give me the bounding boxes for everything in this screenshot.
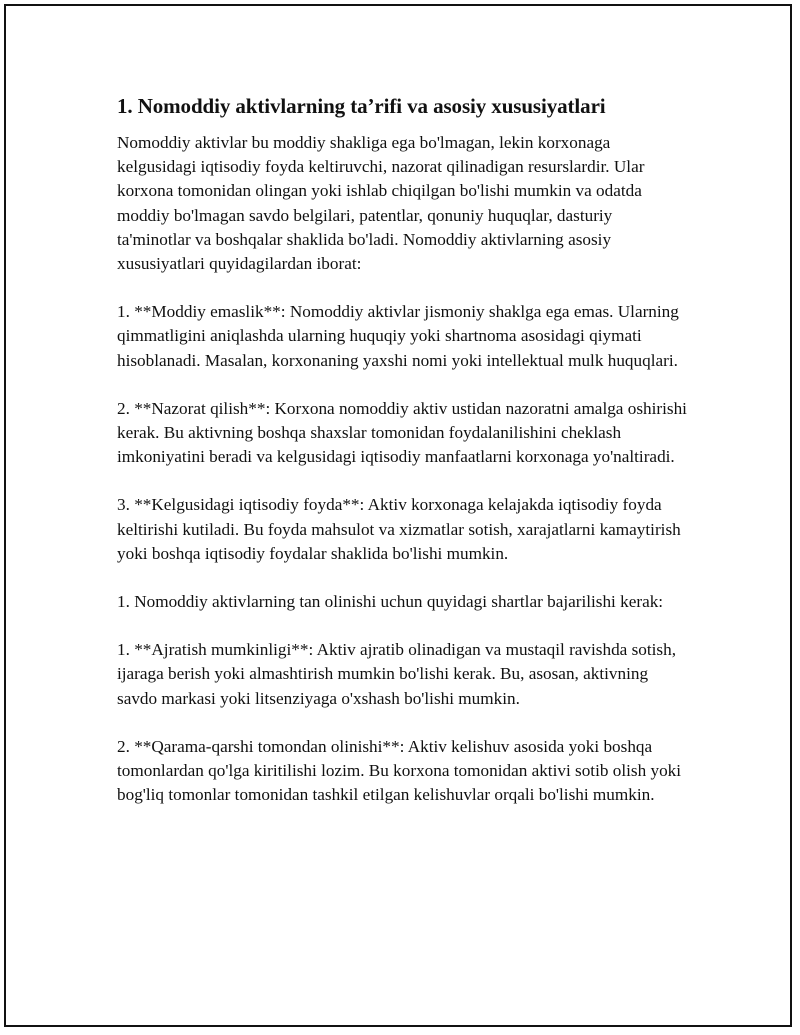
intro-paragraph: Nomoddiy aktivlar bu moddiy shakliga ega bo'lmagan, lekin korxonaga kelgusidagi iqtisodiy foyda keltiruvchi, nazorat qilinadigan resurslardir. Ular korxona tomonidan olingan yoki ishlab chiqilgan bo'lishi mumkin va odatda moddiy bo'lmagan savdo belgilari, patentlar, qonuniy huquqlar, dasturiy ta'minotlar va boshqalar shaklida bo'ladi. Nomoddiy aktivlarning asosiy xususiyatlari quyidagilardan iborat: xyxy=(117,133,645,274)
paragraph-qarama-qarshi: 2. **Qarama-qarshi tomondan olinishi**: Aktiv kelishuv asosida yoki boshqa tomonlardan qo'lga kiritilishi lozim. Bu korxona tomonidan aktivi sotib olish yoki bog'liq tomonlar tomonidan tashkil etilgan kelishuvlar orqali bo'lishi mumkin. xyxy=(117,736,682,805)
paragraph-tan-olinishi: 1. Nomoddiy aktivlarning tan olinishi uchun quyidagi shartlar bajarilishi kerak: xyxy=(117,592,664,612)
paragraph-ajratish: 1. **Ajratish mumkinligi**: Aktiv ajratib olinadigan va mustaqil ravishda sotish, ijaraga berish yoki almashtirish mumkin bo'lishi kerak. Bu, asosan, aktivning savdo markasi yoki litsenziyaga o'xshash bo'lishi mumkin. xyxy=(117,640,677,708)
paragraph-iqtisodiy-foyda: 3. **Kelgusidagi iqtisodiy foyda**: Aktiv korxonaga kelajakda iqtisodiy foyda keltirishi kutiladi. Bu foyda mahsulot va xizmatlar sotish, xarajatlarni kamaytirish yoki boshqa iqtisodiy foydalar shaklida bo'lishi mumkin. xyxy=(117,495,681,563)
paragraph-nazorat-qilish: 2. **Nazorat qilish**: Korxona nomoddiy aktiv ustidan nazoratni amalga oshirishi kerak. Bu aktivning boshqa shaxslar tomonidan foydalanilishini cheklash imkoniyatini beradi va kelgusidagi iqtisodiy manfaatlarni korxonaga yo'naltiradi. xyxy=(117,398,687,467)
section-heading: 1. Nomoddiy aktivlarning ta’rifi va asosiy xususiyatlari xyxy=(117,94,606,118)
paragraph-moddiy-emaslik: 1. **Moddiy emaslik**: Nomoddiy aktivlar jismoniy shaklga ega emas. Ularning qimmatligini aniqlashda ularning huquqiy yoki shartnoma asosidagi qiymati hisoblanadi. Masalan, korxonaning yaxshi nomi yoki intellektual mulk huquqlari. xyxy=(117,302,679,370)
document-body xyxy=(117,92,689,831)
